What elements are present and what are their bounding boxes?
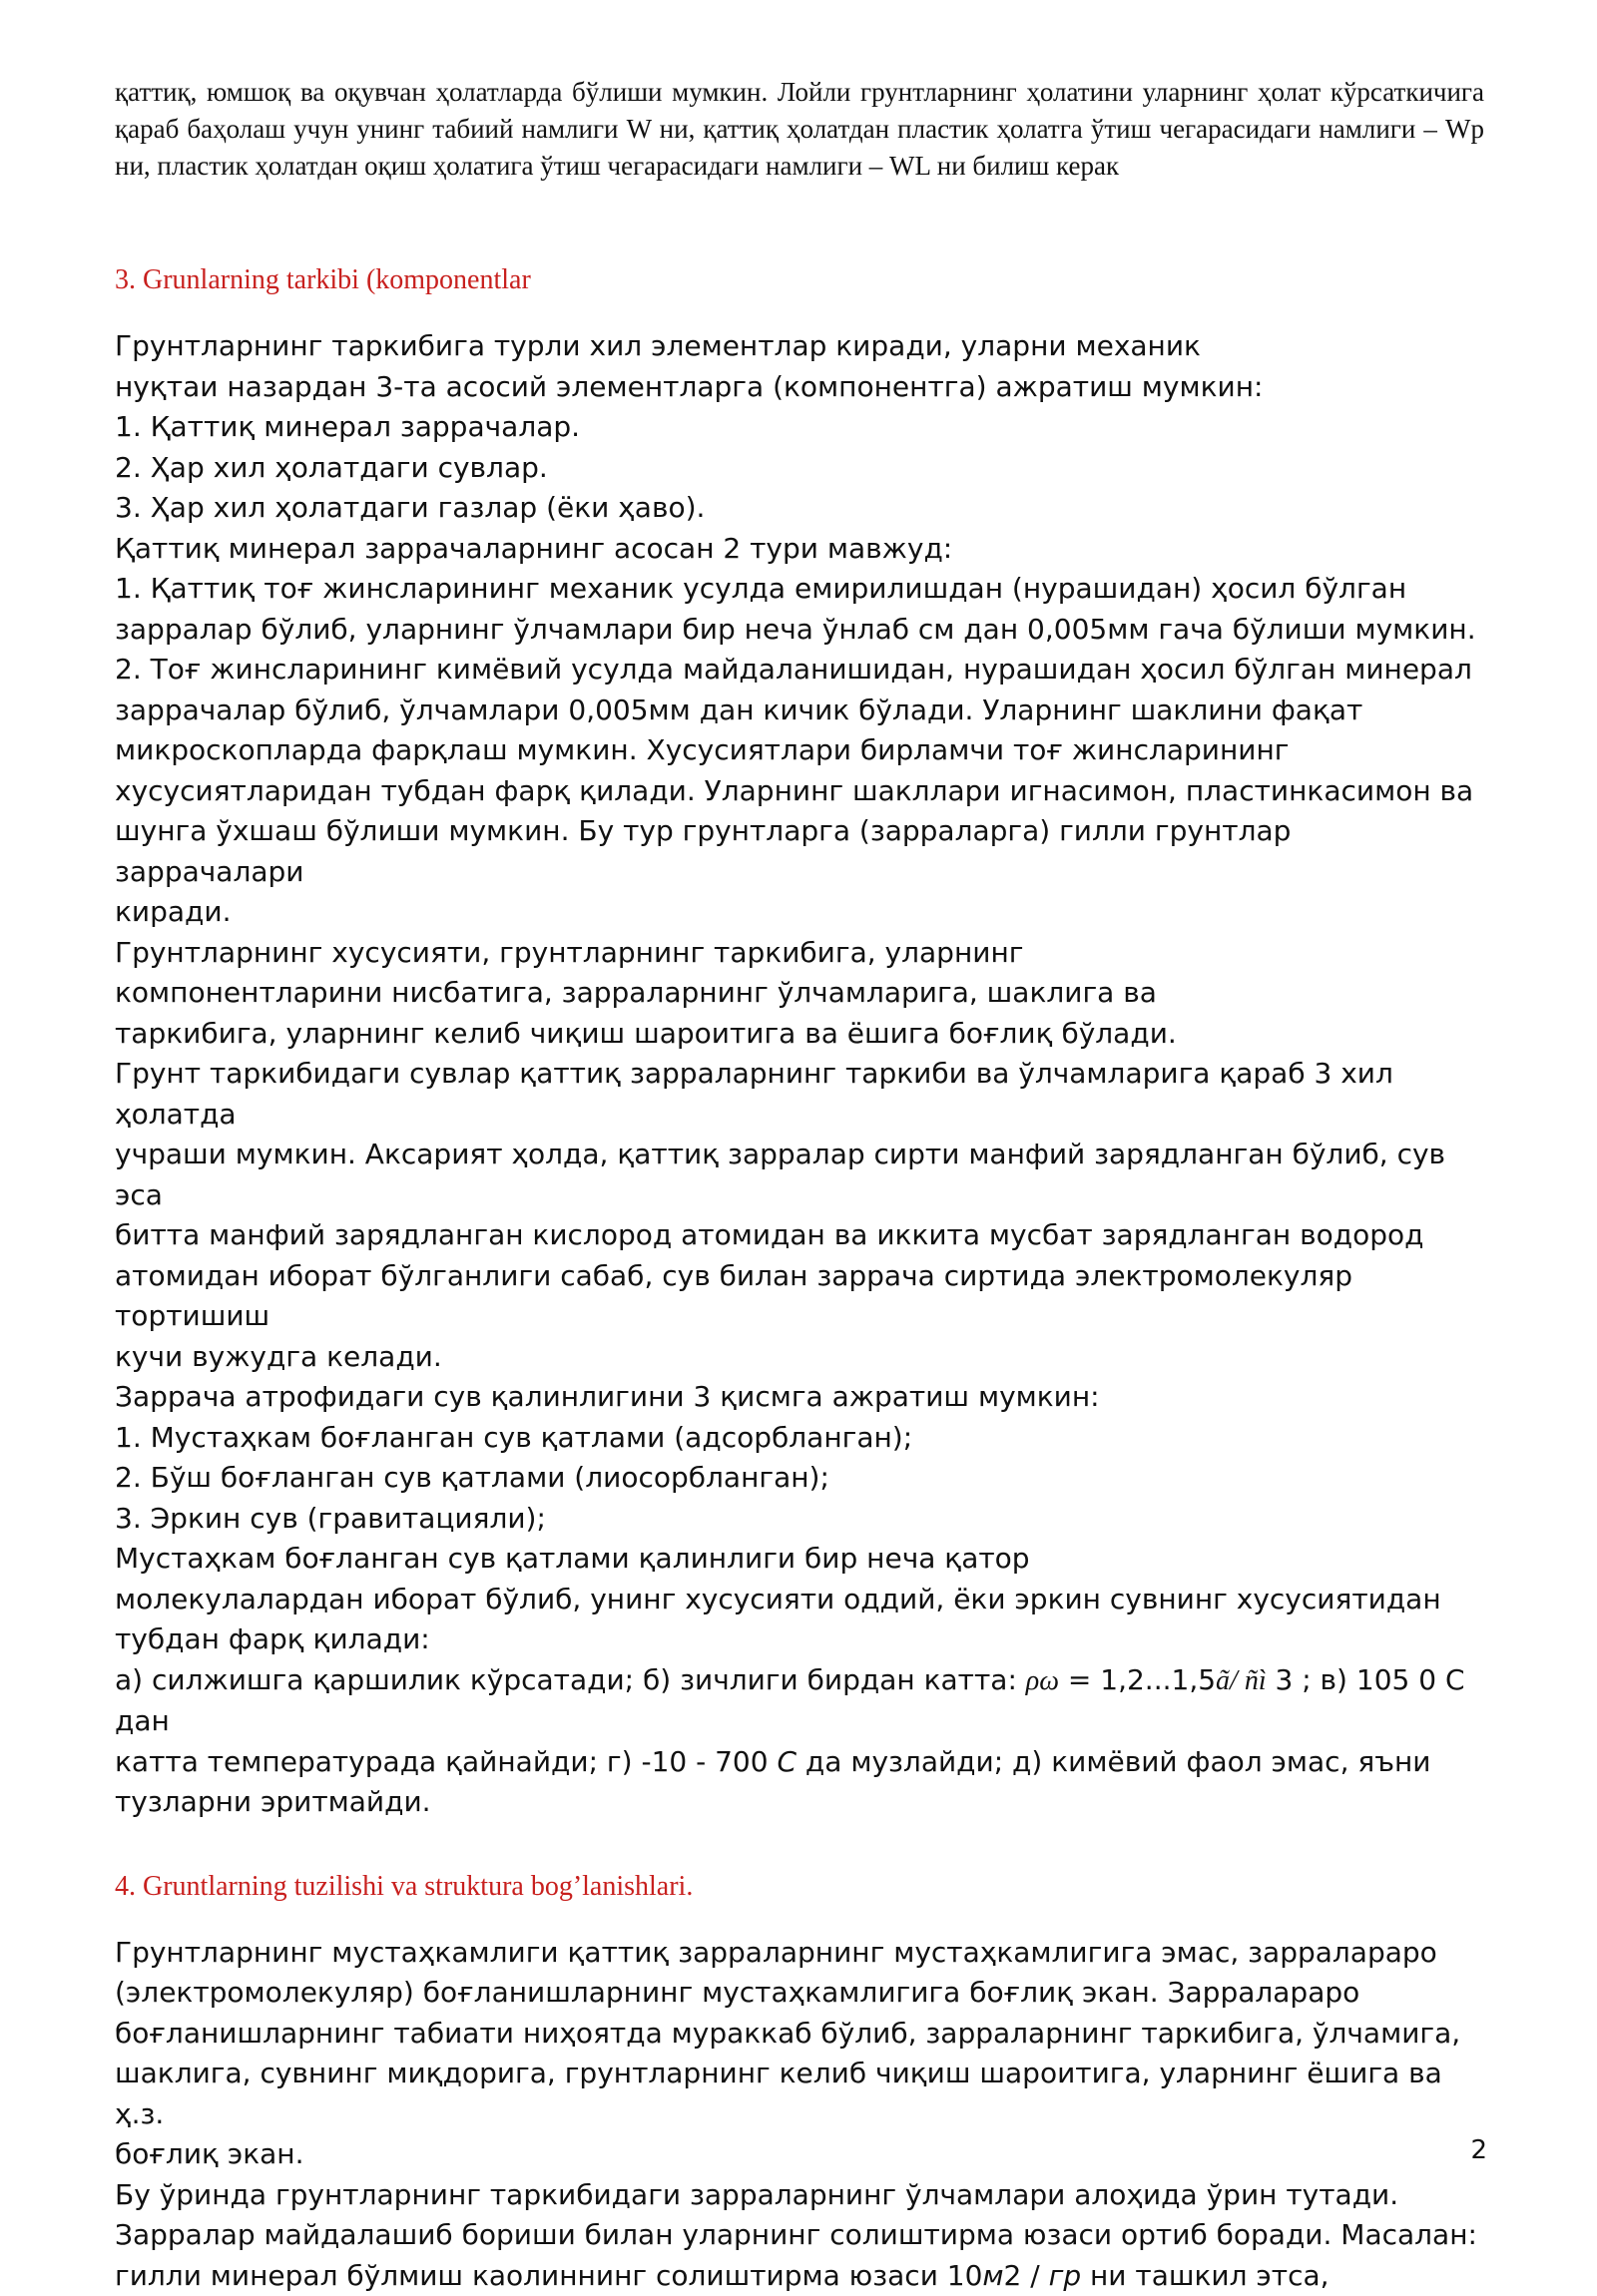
list-item: 2. Бўш боғланган сув қатлами (лиосорбланган); (115, 1458, 1484, 1499)
intro-paragraph: қаттиқ, юмшоқ ва оқувчан ҳолатларда бўлиши мумкин. Лойли грунтларнинг ҳолатини уларнинг ҳолат кўрсаткичига қараб баҳолаш учун унинг табиий намлиги W ни, қаттиқ ҳолатдан пластик ҳолатга ўтиш чегарасидаги намлиги – Wp ни, пластик ҳолатдан оқиш ҳолатига ўтиш чегарасидаги намлиги – WL ни билиш керак (115, 74, 1484, 185)
text-line: тузларни эритмайди. (115, 1782, 1484, 1823)
text-line: Бу ўринда грунтларнинг таркибидаги зарраларнинг ўлчамлари алоҳида ўрин тутади. (115, 2175, 1484, 2216)
text-line: компонентларини нисбатига, зарраларнинг ўлчамларига, шаклига ва (115, 973, 1484, 1014)
temp-text-a: катта температурада қайнайди; г) -10 - 700 (115, 1745, 777, 1778)
density-text-b: = 1,2...1,5 (1059, 1663, 1216, 1696)
text-line: битта манфий зарядланган кислород атомидан ва иккита мусбат зарядланган водород (115, 1215, 1484, 1256)
kaolin-text-a: гилли минерал бўлмиш каолиннинг солиштирма юзаси 10 (115, 2259, 982, 2292)
text-line: атомидан иборат бўлганлиги сабаб, сув билан заррача сиртида электромолекуляр тортишиш (115, 1256, 1484, 1337)
text-line: шаклига, сувнинг миқдорига, грунтларнинг келиб чиқиш шароитига, уларнинг ёшига ва ҳ.з. (115, 2054, 1484, 2134)
text-line: Қаттиқ минерал заррачаларнинг асосан 2 тури мавжуд: (115, 529, 1484, 570)
temp-text-b: да музлайди; д) кимёвий фаол эмас, яъни (797, 1745, 1430, 1778)
list-item: 1. Қаттиқ минерал заррачалар. (115, 407, 1484, 448)
text-line: тубдан фарқ қилади: (115, 1619, 1484, 1660)
text-line: Грунтларнинг таркибига турли хил элементлар киради, уларни механик (115, 326, 1484, 367)
density-symbol: ρω (1026, 1665, 1059, 1696)
kaolin-line (115, 2256, 1484, 2296)
text-line: хусусиятларидан тубдан фарқ қилади. Уларнинг шакллари игнасимон, пластинкасимон ва (115, 771, 1484, 812)
section-4-heading: 4. Gruntlarning tuzilishi va struktura bog’lanishlari. (115, 1871, 1484, 1903)
kaolin-unit-m: м (982, 2259, 1003, 2292)
kaolin-text-c: ни ташкил этса, (1081, 2259, 1329, 2292)
text-line: молекулалардан иборат бўлиб, унинг хусусияти оддий, ёки эркин сувнинг хусусиятидан (115, 1580, 1484, 1620)
list-item: 1. Мустаҳкам боғланган сув қатлами (адсорбланган); (115, 1418, 1484, 1459)
temperature-line (115, 1742, 1484, 1783)
text-line: нуқтаи назардан 3-та асосий элементларга (компонентга) ажратиш мумкин: (115, 367, 1484, 408)
temp-symbol: С (777, 1745, 797, 1778)
text-line: учраши мумкин. Аксарият ҳолда, қаттиқ зарралар сирти манфий зарядланган бўлиб, сув эса (115, 1135, 1484, 1215)
section-3-body (115, 326, 1484, 1823)
text-line: зарралар бўлиб, уларнинг ўлчамлари бир неча ўнлаб см дан 0,005мм гача бўлиши мумкин. (115, 610, 1484, 651)
list-item: 3. Ҳар хил ҳолатдаги газлар (ёки ҳаво). (115, 488, 1484, 529)
list-item: 2. Ҳар хил ҳолатдаги сувлар. (115, 448, 1484, 489)
page-number: 2 (1457, 2135, 1487, 2165)
section-3-heading: 3. Grunlarning tarkibi (komponentlar (115, 264, 1484, 296)
density-text-c: 3 ; в) 105 0 С дан (115, 1663, 1465, 1738)
document-page (115, 74, 1484, 2296)
text-line: таркибига, уларнинг келиб чиқиш шароитига ва ёшига боғлиқ бўлади. (115, 1014, 1484, 1055)
list-item: 3. Эркин сув (гравитацияли); (115, 1499, 1484, 1540)
text-line: Грунтларнинг хусусияти, грунтларнинг таркибига, уларнинг (115, 933, 1484, 974)
text-line: шунга ўхшаш бўлиши мумкин. Бу тур грунтларга (зарраларга) гилли грунтлар заррачалари (115, 811, 1484, 892)
text-line: боғлиқ экан. (115, 2134, 1484, 2175)
density-text-a: а) силжишга қаршилик кўрсатади; б) зичлиги бирдан катта: (115, 1663, 1026, 1696)
density-line (115, 1660, 1484, 1742)
text-line: кучи вужудга келади. (115, 1337, 1484, 1378)
text-line: Зарралар майдалашиб бориши билан уларнинг солиштирма юзаси ортиб боради. Масалан: (115, 2215, 1484, 2256)
text-line: киради. (115, 892, 1484, 933)
kaolin-text-b: 2 / (1004, 2259, 1049, 2292)
text-line: заррачалар бўлиб, ўлчамлари 0,005мм дан кичик бўлади. Уларнинг шаклини фақат (115, 690, 1484, 731)
text-line: (электромолекуляр) боғланишларнинг мустаҳкамлигига боғлиқ экан. Зарралараро (115, 1973, 1484, 2014)
text-line: боғланишларнинг табиати ниҳоятда мураккаб бўлиб, зарраларнинг таркибига, ўлчамига, (115, 2014, 1484, 2055)
section-4-body (115, 1933, 1484, 2296)
density-unit: ã/ ñì (1216, 1665, 1267, 1696)
text-line: Грунт таркибидаги сувлар қаттиқ зарраларнинг таркиби ва ўлчамларига қараб 3 хил ҳолатда (115, 1054, 1484, 1135)
list-item: 1. Қаттиқ тоғ жинсларининг механик усулда емирилишдан (нурашидан) ҳосил бўлган (115, 569, 1484, 610)
text-line: микроскопларда фарқлаш мумкин. Хусусиятлари бирламчи тоғ жинсларининг (115, 730, 1484, 771)
text-line: Грунтларнинг мустаҳкамлиги қаттиқ зарраларнинг мустаҳкамлигига эмас, зарралараро (115, 1933, 1484, 1974)
kaolin-unit-gr: гр (1049, 2259, 1081, 2292)
text-line: Заррача атрофидаги сув қалинлигини 3 қисмга ажратиш мумкин: (115, 1377, 1484, 1418)
list-item: 2. Тоғ жинсларининг кимёвий усулда майдаланишидан, нурашидан ҳосил бўлган минерал (115, 650, 1484, 690)
text-line: Мустаҳкам боғланган сув қатлами қалинлиги бир неча қатор (115, 1539, 1484, 1580)
